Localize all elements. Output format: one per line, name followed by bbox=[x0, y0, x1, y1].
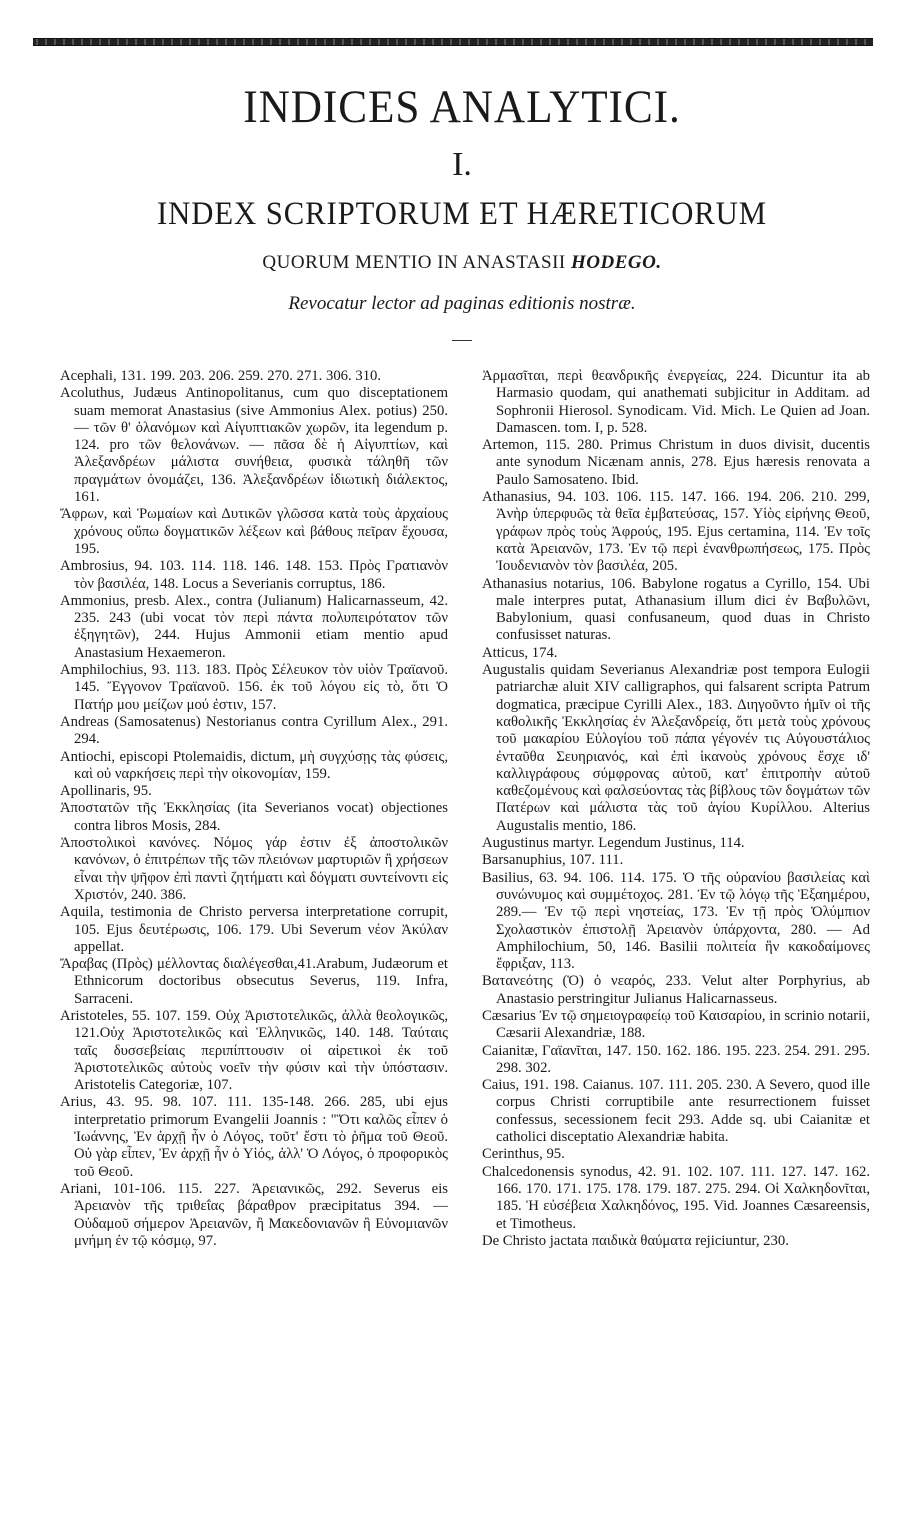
index-entry: Acoluthus, Judæus Antinopolitanus, cum quo disceptationem suam memorat Anastasius (sive Ammonius Alex. potius) 250. — τῶν θ' ὀλανόμων καὶ Αἰγυπτιακῶν χωρῶν, ita legendum p. 124. pro τῶν θελονάνων. — πᾶσα δὲ ἡ Αἰγυπτίων, καὶ Ἀλεξανδρέων μάλιστα συνήθεια, φυσικὰ τάληθῆ τῶν πραγμάτων ὀνομάζει, 136. Ἀλεξανδρέων ἰδιωτικὴ διάλεκτος, 161. bbox=[60, 385, 448, 506]
section-number: I. bbox=[452, 146, 472, 183]
index-entry: Chalcedonensis synodus, 42. 91. 102. 107. 111. 127. 147. 162. 166. 170. 171. 175. 178. 179. 187. 275. 294. Οἱ Χαλκηδονῖται, 185. Ἡ εὐσέβεια Χαλκηδόνος, 195. Vid. Joannes Cæsareensis, et Timotheus. bbox=[482, 1163, 870, 1232]
index-entry: Barsanuphius, 107. 111. bbox=[482, 852, 624, 869]
main-title: INDICES ANALYTICI. bbox=[243, 81, 681, 133]
index-entry: Augustinus martyr. Legendum Justinus, 114. bbox=[482, 835, 745, 852]
index-entry: Athanasius, 94. 103. 106. 115. 147. 166. 194. 206. 210. 299, Ἀνὴρ ὑπερφυῶς τὰ θεῖα ἐμβατεύσας, 157. Υἱὸς εἰρήνης Θεοῦ, γράφων πρὸς τοὺς Ἀφρούς, 195. Ejus certamina, 114. Ἐν τοῖς κατὰ Ἀρειανῶν, 173. Ἐν τῷ περὶ ἐνανθρωπήσεως, 175. Πρὸς Ἰουδενιανὸν τὸν βασιλέα, 205. bbox=[482, 489, 870, 575]
index-entry: Ammonius, presb. Alex., contra (Julianum) Halicarnasseum, 42. 235. 243 (ubi vocat τὸν περὶ πάντα πολυπειρότατον τῶν ἐξηγητῶν), 244. Hujus Ammonii etiam mentio apud Anastasium Hexaemeron. bbox=[60, 592, 448, 661]
index-entry: Atticus, 174. bbox=[482, 644, 558, 661]
index-entry: Ἀποστατῶν τῆς Ἐκκλησίας (ita Severianos vocat) objectiones contra libros Mosis, 284. bbox=[60, 800, 448, 834]
index-entry: Ἀρμασῖται, περὶ θεανδρικῆς ἐνεργείας, 224. Dicuntur ita ab Harmasio quodam, qui anathemati subjicitur in Additam. ad Sophronii Hierosol. Synodicam. Vid. Mich. Le Quien ad Joan. Damascen. tom. I, p. 528. bbox=[482, 368, 870, 436]
index-entry: Caianitæ, Γαϊανῖται, 147. 150. 162. 186. 195. 223. 254. 291. 295. 298. 302. bbox=[482, 1042, 870, 1076]
separator-dash bbox=[452, 340, 472, 341]
index-entry: Cerinthus, 95. bbox=[482, 1146, 565, 1163]
index-entry: Arius, 43. 95. 98. 107. 111. 135-148. 266. 285, ubi ejus interpretatio primorum Evangelii Joannis : "Ὅτι καλῶς εἶπεν ὁ Ἰωάννης, Ἐν ἀρχῇ ἦν ὁ Λόγος, τοῦτ' ἔστι τὸ ῥῆμα τοῦ Θεοῦ. Οὐ γὰρ εἶπεν, Ἐν ἀρχῇ ἦν ὁ Υἱός, ἀλλ' Ὁ Λόγος, ὁ προφορικὸς τοῦ Θεοῦ. bbox=[60, 1094, 448, 1180]
index-entry: Antiochi, episcopi Ptolemaidis, dictum, μὴ συγχύσῃς τὰς φύσεις, καὶ οὐ ναρκήσεις περὶ τὴν οἰκονομίαν, 159. bbox=[60, 748, 448, 782]
index-entry: Ἀποστολικοὶ κανόνες. Νόμος γάρ ἐστιν ἐξ ἀποστολικῶν κανόνων, ὁ ἐπιτρέπων τῆς τῶν πλειόνων μαρτυριῶν ἢ χρήσεων εἶναι τὴν ψῆφον ἐπὶ παντὶ ζητήματι καὶ δόγματι συντείνοντι εἰς Χριστόν, 240. 386. bbox=[60, 835, 448, 903]
index-entry: Ἄφρων, καὶ Ῥωμαίων καὶ Δυτικῶν γλῶσσα κατὰ τοὺς ἀρχαίους χρόνους οὔπω δογματικῶν λέξεων καὶ βάθους πεῖραν ἔχουσα, 195. bbox=[60, 506, 448, 557]
index-entry: Artemon, 115. 280. Primus Christum in duos divisit, ducentis ante synodum Nicænam annis, 278. Ejus hæresis renovata a Paulo Samosateno. Ibid. bbox=[482, 437, 870, 488]
index-entry: Aquila, testimonia de Christo perversa interpretatione corrupit, 105. Ejus δευτέρωσις, 106. 179. Ubi Severum νέον Ἀκύλαν appellat. bbox=[60, 904, 448, 955]
index-entry: Athanasius notarius, 106. Babylone rogatus a Cyrillo, 154. Ubi male interpres putat, Athanasium illum dici ἐν Βαβυλῶνι, Babylonium, quasi confusaneum, quod duas in Christo confusisset naturas. bbox=[482, 575, 870, 644]
index-entry: Augustalis quidam Severianus Alexandriæ post tempora Eulogii patriarchæ aluit XIV calligraphos, qui falsarent scripta Patrum dogmatica, præcipue Cyrilli Alex., 183. Διηγοῦντο ἡμῖν οἱ τῆς καθολικῆς Ἐκκλησίας ἐν Ἀλεξανδρείᾳ, ὅτι μετὰ τοὺς χρόνους τοῦ μακαρίου Εὐλογίου τοῦ πάπα γέγονέν τις Αὐγουστάλιος ἐνταῦθα Σευηριανός, καὶ ἐπὶ ἱκανοὺς χρόνους ἔσχε ιδ' καλλιγράφους σύμφρονας αὐτοῦ, κατ' ἐπιτροπὴν αὐτοῦ καθεζομένους καὶ φαλσεύοντας τὰς βίβλους τῶν δογμάτων τῶν Πατέρων καὶ μάλιστα τὰς τοῦ ἁγίου Κυρίλλου. Alterius Augustalis mentio, 186. bbox=[482, 662, 870, 834]
index-entry: Ambrosius, 94. 103. 114. 118. 146. 148. 153. Πρὸς Γρατιανὸν τὸν βασιλέα, 148. Locus a Severianis corruptus, 186. bbox=[60, 558, 448, 592]
index-entry: Acephali, 131. 199. 203. 206. 259. 270. 271. 306. 310. bbox=[60, 368, 382, 384]
index-entry: Amphilochius, 93. 113. 183. Πρὸς Σέλευκον τὸν υἱὸν Τραϊανοῦ. 145. Ἔγγονον Τραϊανοῦ. 156. ἐκ τοῦ λόγου εἰς τὸ, ὅτι Ὁ Πατήρ μου μείζων μού ἐστιν, 157. bbox=[60, 662, 448, 713]
index-entry: Basilius, 63. 94. 106. 114. 175. Ὁ τῆς οὐρανίου βασιλείας καὶ συνώνυμος καὶ συμμέτοχος. 281. Ἐν τῷ λόγῳ τῆς Ἑξαημέρου, 289.— Ἐν τῷ περὶ νηστείας, 173. Ἐν τῇ πρὸς Ὀλύμπιον Σχολαστικὸν ἐπιστολῇ Ἀρειανὸν ὑπάρχοντα, 280. — Ad Amphilochium, 50, 146. Basilii πολιτεία ἣν κακοδαίμονες ἔφριξαν, 113. bbox=[482, 869, 870, 973]
ornamental-rule bbox=[33, 38, 873, 46]
section-title: INDEX SCRIPTORUM ET HÆRETICORUM bbox=[156, 196, 767, 232]
subtitle-prefix: QUORUM MENTIO IN ANASTASII bbox=[262, 252, 571, 273]
index-entry: Ariani, 101-106. 115. 227. Ἀρειανικῶς, 292. Severus eis Ἀρειανὸν τῆς τριθεΐας βάραθρον præcipitatus 394. — Οὐδαμοῦ σήμερον Ἀρειανῶν, ἢ Μακεδονιανῶν ἢ Εὐνομιανῶν μνήμη ἐν τῷ κόσμῳ, 97. bbox=[60, 1180, 448, 1249]
index-entry: De Christo jactata παιδικὰ θαύματα rejiciuntur, 230. bbox=[482, 1232, 789, 1249]
index-entry: Cæsarius Ἐν τῷ σημειογραφείῳ τοῦ Καισαρίου, in scrinio notarii, Cæsarii Alexandriæ, 188. bbox=[482, 1007, 870, 1042]
left-column bbox=[60, 368, 448, 1250]
right-column bbox=[482, 368, 870, 1250]
subtitle-emphasis: HODEGO. bbox=[571, 252, 662, 273]
index-entry: Ἄραβας (Πρὸς) μέλλοντας διαλέγεσθαι,41.Arabum, Judæorum et Ethnicorum doctoribus obsecutus Severus, 119. Infra, Sarraceni. bbox=[60, 956, 448, 1007]
index-entry: Aristoteles, 55. 107. 159. Οὐχ Ἀριστοτελικῶς, ἀλλὰ θεολογικῶς, 121.Οὐχ Ἀριστοτελικῶς καὶ Ἑλληνικῶς, 140. 148. Ταύταις ταῖς δυσσεβείαις περιπίπτουσιν οἱ αἱρετικοὶ ἐκ τοῦ Ἀριστοτελικῶς αὐτοὺς νοεῖν τὴν φύσιν καὶ τὴν ὑπόστασιν. Aristotelis Categoriæ, 107. bbox=[60, 1007, 448, 1094]
reader-note: Revocatur lector ad paginas editionis nostræ. bbox=[288, 293, 636, 314]
index-entry: Caius, 191. 198. Caianus. 107. 111. 205. 230. A Severo, quod ille corpus Christi corruptibile ante resurrectionem fuisset confessus, secessionem fecit 293. Adde sq. ubi Caianitæ et catholici disceptatio Alexandriæ habita. bbox=[482, 1077, 870, 1146]
subtitle bbox=[0, 252, 924, 274]
index-entry: Βατανεότης (Ὁ) ὁ νεαρός, 233. Velut alter Porphyrius, ab Anastasio perstringitur Julianus Halicarnasseus. bbox=[482, 973, 870, 1007]
index-entry: Andreas (Samosatenus) Nestorianus contra Cyrillum Alex., 291. 294. bbox=[60, 713, 448, 748]
index-entry: Apollinaris, 95. bbox=[60, 783, 152, 800]
